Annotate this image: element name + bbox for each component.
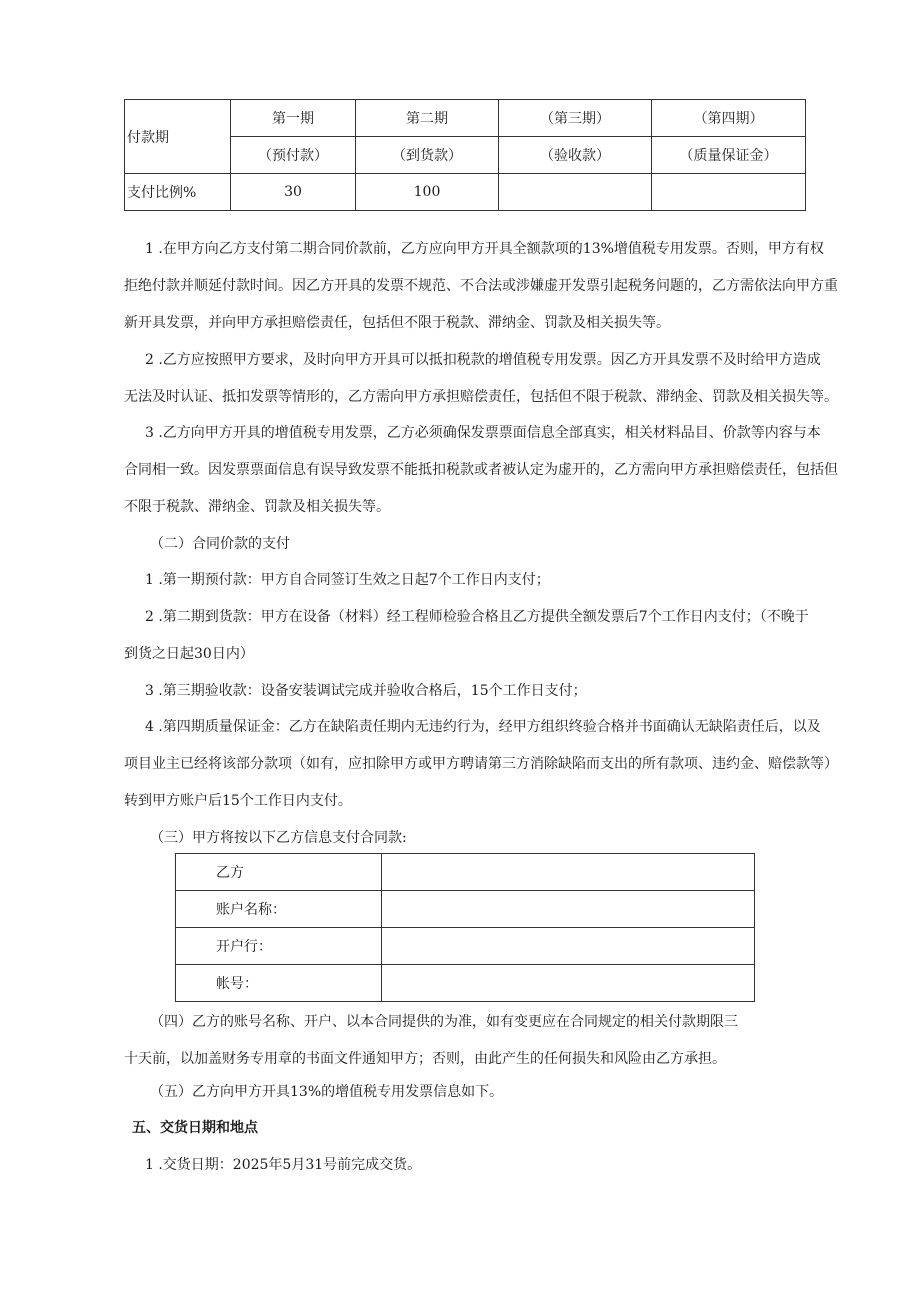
account-field-label: 乙方 [176,854,382,891]
period-type: （到货款） [356,137,499,174]
paragraph-line: 拒绝付款并顺延付款时间。因乙方开具的发票不规范、不合法或涉嫌虚开发票引起税务问题的，乙方需依法向甲方重 [124,278,838,294]
account-field-value [382,891,755,928]
paragraph-line: 合同相一致。因发票票面信息有误导致发票不能抵扣税款或者被认定为虚开的，乙方需向甲方承担赔偿责任，包括但 [124,462,838,478]
account-field-value [382,854,755,891]
table-row [176,928,755,965]
table-row [176,965,755,1002]
period-type: （预付款） [231,137,356,174]
paragraph-line: 1 .第一期预付款：甲方自合同签订生效之日起7个工作日内支付； [145,572,550,588]
paragraph-line: 项目业主已经将该部分款项（如有，应扣除甲方或甲方聘请第三方消除缺陷而支出的所有款项、违约金、赔偿款等） [124,756,838,772]
table-row [125,174,806,211]
table-row [125,100,806,137]
period-name: （第三期） [499,100,652,137]
payment-ratio-label: 支付比例% [125,174,231,211]
chapter-heading: 五、交货日期和地点 [132,1120,258,1136]
section-heading: （二）合同价款的支付 [150,536,290,552]
table-row [176,854,755,891]
section-heading: （三）甲方将按以下乙方信息支付合同款: [150,830,407,846]
paragraph-line: 不限于税款、滞纳金、罚款及相关损失等。 [124,499,390,515]
period-ratio: 30 [231,174,356,211]
paragraph-line: 4 .第四期质量保证金：乙方在缺陷责任期内无违约行为，经甲方组织终验合格并书面确认无缺陷责任后，以及 [145,719,821,735]
payment-schedule-table [124,99,806,211]
account-field-value [382,928,755,965]
paragraph-line: （五）乙方向甲方开具13%的增值税专用发票信息如下。 [150,1084,504,1100]
paragraph-line: 2 .乙方应按照甲方要求，及时向甲方开具可以抵扣税款的增值税专用发票。因乙方开具发票不及时给甲方造成 [145,352,821,368]
period-type: （验收款） [499,137,652,174]
paragraph-line: 1 .交货日期：2025年5月31号前完成交货。 [145,1157,422,1173]
account-field-label: 账户名称： [176,891,382,928]
paragraph-line: 无法及时认证、抵扣发票等情形的，乙方需向甲方承担赔偿责任，包括但不限于税款、滞纳金、罚款及相关损失等。 [124,389,838,405]
paragraph-line: 到货之日起30日内） [124,646,254,662]
paragraph-line: （四）乙方的账号名称、开户、以本合同提供的为准，如有变更应在合同规定的相关付款期限三 [150,1014,738,1030]
payment-period-label: 付款期 [125,100,231,174]
paragraph-line: 2 .第二期到货款：甲方在设备（材料）经工程师检验合格且乙方提供全额发票后7个工作日内支付；（不晚于 [145,609,809,625]
period-ratio [652,174,806,211]
paragraph-line: 转到甲方账户后15个工作日内支付。 [124,793,352,809]
paragraph-line: 3 .乙方向甲方开具的增值税专用发票，乙方必须确保发票票面信息全部真实，相关材料品目、价款等内容与本 [145,425,821,441]
account-field-value [382,965,755,1002]
period-type: （质量保证金） [652,137,806,174]
period-name: 第一期 [231,100,356,137]
account-field-label: 开户行： [176,928,382,965]
period-ratio: 100 [356,174,499,211]
period-name: 第二期 [356,100,499,137]
account-info-table [175,853,755,1002]
period-name: （第四期） [652,100,806,137]
paragraph-line: 1 .在甲方向乙方支付第二期合同价款前，乙方应向甲方开具全额款项的13%增值税专用发票。否则，甲方有权 [145,241,824,257]
paragraph-line: 3 .第三期验收款：设备安装调试完成并验收合格后，15个工作日支付； [145,683,587,699]
period-ratio [499,174,652,211]
paragraph-line: 新开具发票，并向甲方承担赔偿责任，包括但不限于税款、滞纳金、罚款及相关损失等。 [124,315,670,331]
table-row [176,891,755,928]
paragraph-line: 十天前，以加盖财务专用章的书面文件通知甲方；否则，由此产生的任何损失和风险由乙方承担。 [124,1051,726,1067]
account-field-label: 帐号： [176,965,382,1002]
